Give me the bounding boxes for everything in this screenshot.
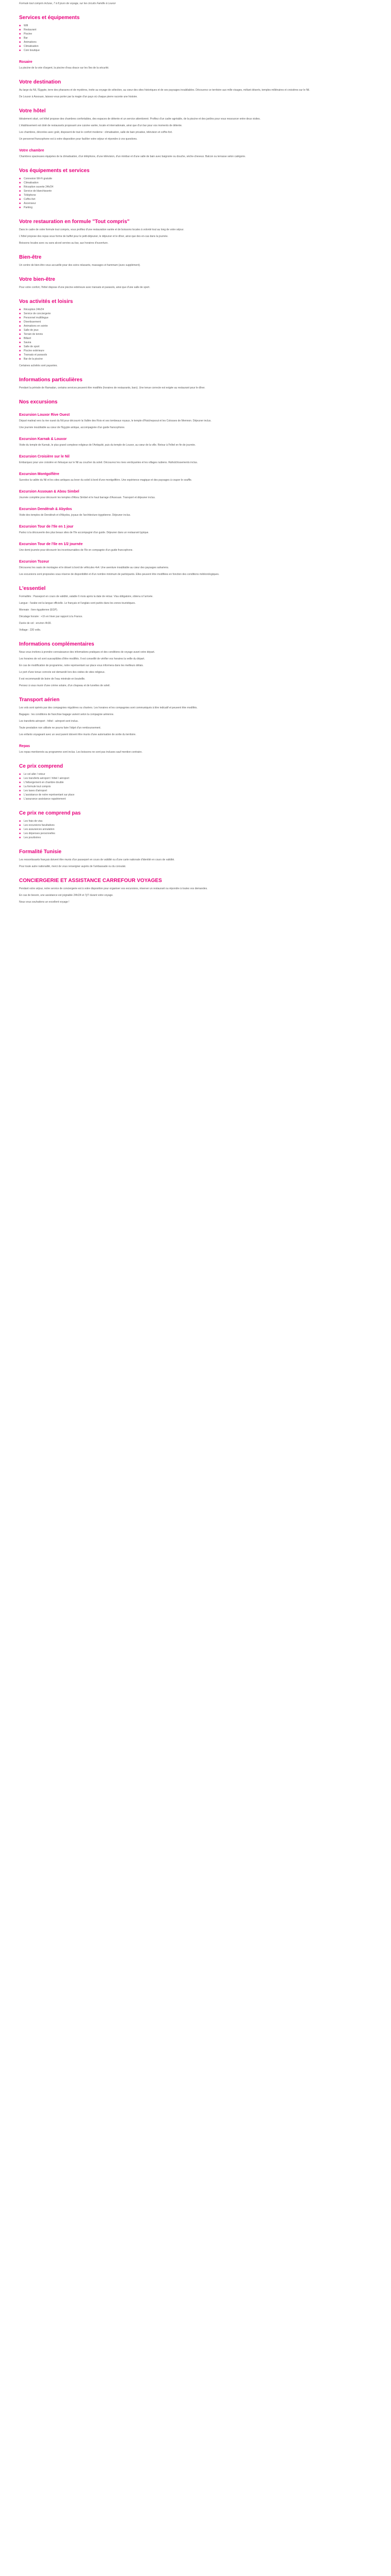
- bullet-list: [19, 308, 335, 361]
- paragraph: Voltage : 220 volts.: [19, 629, 41, 632]
- paragraph: Langue : l'arabe est la langue officielle. Le français et l'anglais sont parlés dans les zones touristiques.: [19, 602, 136, 605]
- list-item: ■ Piscine extérieure: [19, 349, 335, 353]
- section-heading: Informations complémentaires: [19, 641, 94, 647]
- list-item: ■ Les assurances annulation: [19, 828, 335, 832]
- section-heading: Votre destination: [19, 79, 61, 85]
- section-heading: Vos équipements et services: [19, 168, 90, 174]
- paragraph: De Louxor à Assouan, laissez-vous porter par la magie d'un pays où chaque pierre raconte une histoire.: [19, 95, 138, 98]
- section-heading: CONCIERGERIE ET ASSISTANCE CARREFOUR VOYAGES: [19, 878, 162, 884]
- paragraph: Certaines activités sont payantes.: [19, 364, 58, 367]
- bullet-list: [19, 820, 335, 840]
- list-item: ■ Salle de sport: [19, 345, 335, 349]
- section-heading: Excursion Karnak & Louxor: [19, 437, 67, 441]
- intro-text: Formule tout compris incluse, 7 à 8 jours de voyage, sur les circuits Famille à Louxor: [19, 2, 116, 5]
- paragraph: Formalités : Passeport en cours de validité, valable 6 mois après la date de retour. Visa obligatoire, obtenu à l'arrivée.: [19, 595, 153, 598]
- list-item: ■ Téléphone: [19, 194, 335, 197]
- paragraph: Nous vous souhaitons un excellent voyage !: [19, 901, 70, 904]
- paragraph: Chambres spacieuses équipées de la climatisation, d'un téléphone, d'une télévision, d'un minibar et d'une salle de bain avec baignoire ou douche, sèche-cheveux. Balcon ou terrasse selon catégorie.: [19, 155, 246, 158]
- list-item: ■ Service de blanchisserie: [19, 190, 335, 193]
- list-item: ■ Restaurant: [19, 28, 335, 32]
- list-item: ■ Les excursions facultatives: [19, 824, 335, 827]
- bullet-list: [19, 24, 335, 53]
- paragraph: La piscine de la voie d'argent, la piscine d'eau douce sur les îles de la sécurité.: [19, 66, 109, 70]
- section-heading: Excursion Tozeur: [19, 560, 50, 564]
- paragraph: Pour votre confort, l'hôtel dispose d'une piscine extérieure avec transats et parasols, ainsi que d'une salle de sport.: [19, 286, 150, 289]
- paragraph: Bagages : les conditions de franchise bagage varient selon la compagnie aérienne.: [19, 713, 115, 716]
- paragraph: Pendant votre séjour, notre service de conciergerie est à votre disposition pour organiser vos excursions, réserver un restaurant ou répondre à toutes vos demandes.: [19, 887, 208, 890]
- list-item: ■ Ascenseur: [19, 202, 335, 206]
- list-item: ■ Climatisation: [19, 181, 335, 185]
- paragraph: Les vols sont opérés par des compagnies régulières ou charters. Les horaires et les compagnies sont communiqués à titre indicatif et peuvent être modifiés.: [19, 706, 198, 709]
- list-item: ■ Divertissement: [19, 320, 335, 324]
- list-item: ■ Terrain de tennis: [19, 333, 335, 336]
- section-heading: Excursion Montgolfière: [19, 472, 59, 476]
- paragraph: Pour toute autre nationalité, merci de vous renseigner auprès de l'ambassade ou du consulat.: [19, 865, 126, 868]
- paragraph: Nous vous invitons à prendre connaissance des informations pratiques et des conditions de voyage avant votre départ.: [19, 651, 155, 654]
- section-heading: Votre bien-être: [19, 277, 55, 282]
- list-item: ■ Les dépenses personnelles: [19, 832, 335, 836]
- list-item: ■ Wifi: [19, 24, 335, 28]
- paragraph: Partez à la découverte des plus beaux sites de l'île accompagné d'un guide. Déjeuner dans un restaurant typique.: [19, 531, 149, 534]
- section-heading: Excursion Tour de l'Ile en 1 jour: [19, 525, 74, 529]
- paragraph: Idéalement situé, cet hôtel propose des chambres confortables, des espaces de détente et un service attentionné. Profitez d'un cadre agréable, de la piscine et des jardins pour vous ressourcer entre deux visites.: [19, 117, 260, 121]
- paragraph: Embarquez pour une croisière en felouque sur le Nil au coucher du soleil. Découvrez les rives verdoyantes et les villages nubiens. Rafraîchissements inclus.: [19, 461, 198, 464]
- paragraph: Monnaie : livre égyptienne (EGP).: [19, 608, 58, 612]
- bullet-list: [19, 177, 335, 210]
- paragraph: Un centre de bien-être vous accueille pour des soins relaxants, massages et hammam (avec supplément).: [19, 264, 141, 267]
- section-heading: Excursion Croisière sur le Nil: [19, 455, 70, 459]
- paragraph: L'établissement est doté de restaurants proposant une cuisine variée, locale et internationale, ainsi que d'un bar pour vos moments de détente.: [19, 124, 183, 127]
- section-heading: Ce prix ne comprend pas: [19, 810, 81, 816]
- paragraph: Pendant la période de Ramadan, certains services peuvent être modifiés (horaires de restaurants, bars). Une tenue correcte est exigée au restaurant pour le dîner.: [19, 386, 205, 389]
- list-item: ■ Connexion Wi-Fi gratuite: [19, 177, 335, 181]
- section-heading: Nos excursions: [19, 399, 58, 405]
- list-item: ■ L'assurance assistance rapatriement: [19, 798, 335, 801]
- paragraph: Il est recommandé de boire de l'eau minérale en bouteille.: [19, 677, 86, 681]
- section-heading: Excursion Dendérah & Abydos: [19, 507, 72, 511]
- paragraph: Les enfants voyageant avec un seul parent doivent être munis d'une autorisation de sortie du territoire.: [19, 733, 136, 736]
- section-heading: Votre chambre: [19, 149, 44, 152]
- paragraph: Les excursions sont proposées sous réserve de disponibilité et d'un nombre minimum de participants. Elles peuvent être modifiées en fonction des conditions météorologiques.: [19, 573, 220, 576]
- paragraph: Au large du Nil, l'Egypte, terre des pharaons et de mystères, invite au voyage de sélection, au cœur des sites historiques et de ses paysages inoubliables. Découvrez ce territoire aux mille visages, mêlant déserts, temples millénaires et croisières sur le Nil.: [19, 89, 310, 92]
- paragraph: En cas de modification de programme, notre représentant sur place vous informera dans les meilleurs délais.: [19, 664, 144, 667]
- section-heading: Votre restauration en formule "Tout compris": [19, 219, 130, 225]
- list-item: ■ Les frais de visa: [19, 820, 335, 823]
- paragraph: Décalage horaire : +1h en hiver par rapport à la France.: [19, 615, 83, 618]
- list-item: ■ Bar: [19, 37, 335, 40]
- list-item: ■ Coffre-fort: [19, 198, 335, 201]
- section-heading: Ce prix comprend: [19, 764, 63, 769]
- paragraph: Les ressortissants français doivent être munis d'un passeport en cours de validité ou d'une carte nationale d'identité en cours de validité.: [19, 858, 175, 861]
- section-heading: Excursion Louxor Rive Ouest: [19, 413, 70, 417]
- paragraph: Pensez à vous munir d'une crème solaire, d'un chapeau et de lunettes de soleil.: [19, 684, 110, 687]
- paragraph: Les horaires de vol sont susceptibles d'être modifiés. Il est conseillé de vérifier vos horaires la veille du départ.: [19, 657, 145, 660]
- paragraph: Visite du temple de Karnak, le plus grand complexe religieux de l'Antiquité, puis du temple de Louxor, au cœur de la ville. Retour à l'hôtel en fin de journée.: [19, 444, 196, 447]
- list-item: ■ Les pourboires: [19, 836, 335, 840]
- bullet-list: [19, 773, 335, 801]
- paragraph: Durée de vol : environ 4h30.: [19, 622, 52, 625]
- paragraph: Toute prestation non utilisée ne pourra faire l'objet d'un remboursement.: [19, 726, 101, 730]
- paragraph: Une journée inoubliable au cœur de l'Egypte antique, accompagnée d'un guide francophone.: [19, 426, 125, 429]
- list-item: ■ Personnel multilingue: [19, 316, 335, 320]
- paragraph: Visite des temples de Dendérah et d'Abydos, joyaux de l'architecture égyptienne. Déjeuner inclus.: [19, 514, 131, 517]
- paragraph: Un personnel francophone est à votre disposition pour faciliter votre séjour et répondre à vos questions.: [19, 138, 138, 141]
- list-item: ■ Service de conciergerie: [19, 312, 335, 316]
- section-heading: Vos activités et loisirs: [19, 299, 73, 304]
- list-item: ■ Parking: [19, 206, 335, 210]
- paragraph: En cas de besoin, une assistance est joignable 24h/24 et 7j/7 durant votre voyage.: [19, 894, 113, 897]
- section-heading: Excursion Tour de l'Ile en 1/2 journée: [19, 543, 83, 546]
- paragraph: Dans le cadre de votre formule tout compris, vous profitez d'une restauration variée et de boissons locales à volonté tout au long de votre séjour.: [19, 228, 184, 231]
- section-heading: Services et équipements: [19, 15, 80, 21]
- section-heading: Repas: [19, 744, 30, 748]
- section-heading: Informations particulières: [19, 377, 83, 383]
- paragraph: Journée complète pour découvrir les temples d'Abou Simbel et le haut barrage d'Assouan. Transport et déjeuner inclus.: [19, 496, 156, 499]
- list-item: ■ Salle de jeux: [19, 329, 335, 332]
- list-item: ■ Les taxes d'aéroport: [19, 789, 335, 793]
- paragraph: Les repas mentionnés au programme sont inclus. Les boissons ne sont pas incluses sauf mention contraire.: [19, 751, 143, 754]
- list-item: ■ Animations: [19, 41, 335, 44]
- paragraph: Les transferts aéroport - hôtel - aéroport sont inclus.: [19, 720, 79, 723]
- section-heading: Votre hôtel: [19, 108, 46, 114]
- paragraph: L'hôtel propose des repas sous forme de buffet pour le petit-déjeuner, le déjeuner et le dîner, ainsi que des en-cas dans la journée.: [19, 235, 169, 238]
- list-item: ■ L'assistance de notre représentant sur place: [19, 793, 335, 797]
- section-heading: Excursion Assouan & Abou Simbel: [19, 490, 79, 494]
- section-heading: Formalité Tunisie: [19, 849, 62, 855]
- list-item: ■ Les transferts aéroport / hôtel / aéroport: [19, 777, 335, 781]
- list-item: ■ Climatisation: [19, 45, 335, 48]
- paragraph: Départ matinal vers la rive ouest du Nil pour découvrir la Vallée des Rois et ses tombeaux royaux, le temple d'Hatchepsout et les Colosses de Memnon. Déjeuner inclus.: [19, 419, 211, 422]
- paragraph: Survolez la vallée du Nil et les sites antiques au lever du soleil à bord d'une montgolfière. Une expérience magique et des paysages à couper le souffle.: [19, 479, 192, 482]
- list-item: ■ Piscine: [19, 32, 335, 36]
- list-item: ■ Réception ouverte 24h/24: [19, 185, 335, 189]
- page: [0, 2, 353, 904]
- paragraph: Une demi-journée pour découvrir les incontournables de l'île en compagnie d'un guide francophone.: [19, 549, 133, 552]
- paragraph: Boissons locales avec ou sans alcool servies au bar, aux horaires d'ouverture.: [19, 242, 108, 245]
- list-item: ■ Coin boutique: [19, 49, 335, 53]
- list-item: ■ Bar de la piscine: [19, 358, 335, 361]
- paragraph: Découvrez les oasis de montagne et le désert à bord de véhicules 4x4. Une aventure inoubliable au cœur des paysages sahariens.: [19, 566, 169, 569]
- list-item: ■ Le vol aller / retour: [19, 773, 335, 776]
- list-item: ■ Billard: [19, 337, 335, 341]
- list-item: ■ Sauna: [19, 341, 335, 345]
- content: [19, 15, 335, 904]
- list-item: ■ Animations en soirée: [19, 325, 335, 328]
- paragraph: Les chambres, décorées avec goût, disposent de tout le confort moderne : climatisation, salle de bain privative, télévision et coffre-fort.: [19, 131, 173, 134]
- section-heading: Transport aérien: [19, 697, 60, 703]
- list-item: ■ La formule tout compris: [19, 785, 335, 789]
- list-item: ■ Réception 24h/24: [19, 308, 335, 312]
- section-heading: Rosaire: [19, 60, 32, 64]
- paragraph: Le port d'une tenue correcte est demandé lors des visites de sites religieux.: [19, 671, 105, 674]
- list-item: ■ Transats et parasols: [19, 353, 335, 357]
- section-heading: L'essentiel: [19, 586, 46, 591]
- list-item: ■ L'hébergement en chambre double: [19, 781, 335, 785]
- section-heading: Bien-être: [19, 255, 42, 260]
